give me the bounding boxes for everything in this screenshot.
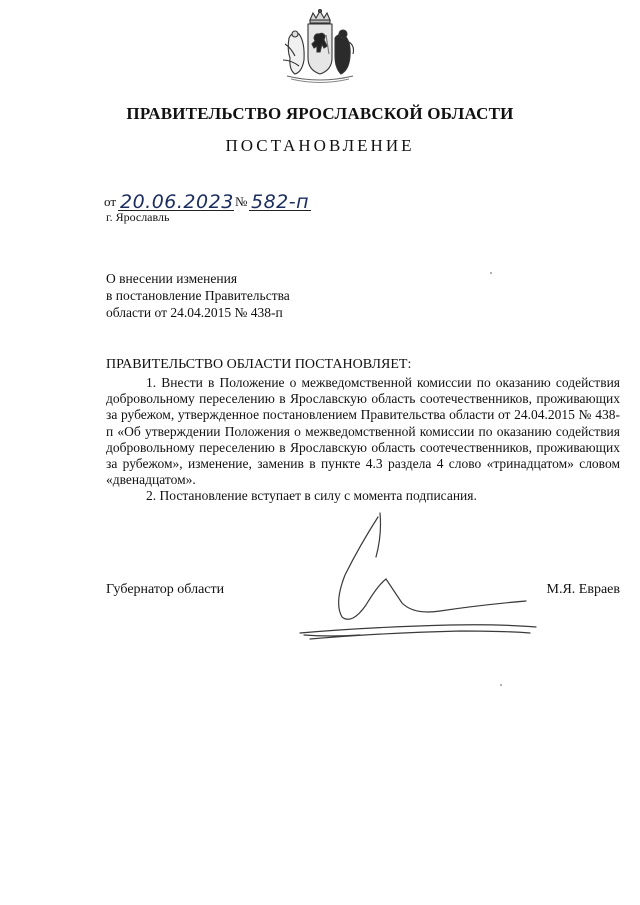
handwritten-date: 20.06.2023 xyxy=(120,191,234,213)
document-type: ПОСТАНОВЛЕНИЕ xyxy=(225,136,415,155)
subject-block xyxy=(106,270,406,321)
signer-name: М.Я. Евраев xyxy=(546,582,620,597)
paragraph-1: 1. Внести в Положение о межведомственной комиссии по оказанию содействия добровольному переселению в Ярославскую область соотечественников, проживающих за рубежом, утвержденное постановлением Правительства области от 24.04.2015 № 438-п «Об утверждении Положения о межведомственной комиссии по оказанию содействия добровольному переселению в Ярославскую область соотечественников, проживающих за рубежом», изменение, заменив в пункте 4.3 раздела 4 слово «тринадцатом» словом «двенадцатом». xyxy=(106,375,620,488)
handwritten-number: 582-п xyxy=(251,191,310,213)
number-sign: № xyxy=(235,194,248,209)
city: г. Ярославль xyxy=(106,210,170,224)
decree-body xyxy=(106,375,620,505)
coat-of-arms-icon xyxy=(277,8,363,90)
signer-title: Губернатор области xyxy=(106,582,225,597)
date-prefix: от xyxy=(104,194,117,209)
decree-heading: ПРАВИТЕЛЬСТВО ОБЛАСТИ ПОСТАНОВЛЯЕТ: xyxy=(106,357,412,372)
paragraph-2: 2. Постановление вступает в силу с момента подписания. xyxy=(146,488,477,504)
subject-line: О внесении изменения xyxy=(106,271,238,286)
signature-icon xyxy=(290,505,540,650)
subject-line: области от 24.04.2015 № 438-п xyxy=(106,305,283,320)
government-title: ПРАВИТЕЛЬСТВО ЯРОСЛАВСКОЙ ОБЛАСТИ xyxy=(126,104,514,123)
subject-line: в постановление Правительства xyxy=(106,288,290,303)
